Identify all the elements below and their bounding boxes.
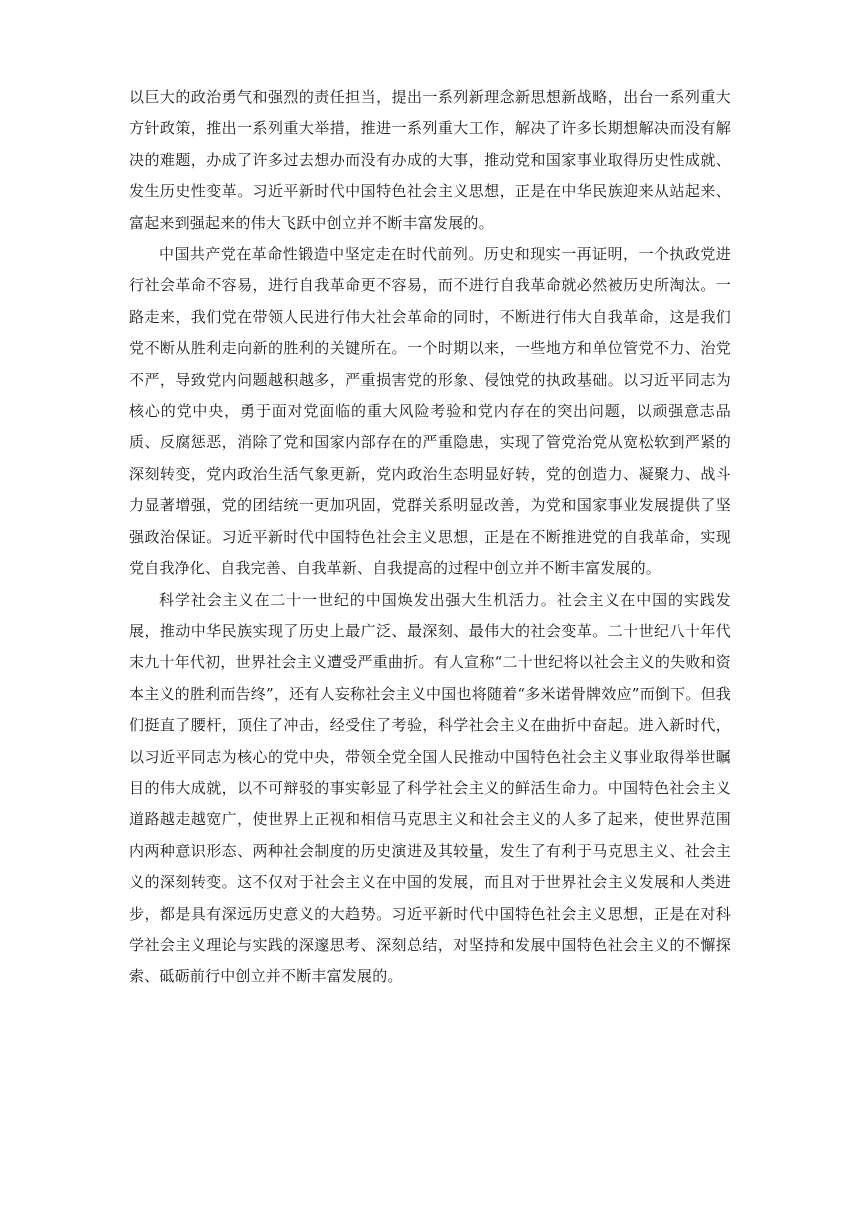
paragraph-scientific-socialism: 科学社会主义在二十一世纪的中国焕发出强大生机活力。社会主义在中国的实践发展，推动中华民族实现了历史上最广泛、最深刻、最伟大的社会变革。二十世纪八十年代末九十年代初，世界社会主义遭受严重曲折。有人宣称“二十世纪将以社会主义的失败和资本主义的胜利而告终”，还有人妄称社会主义中国也将随着“多米诺骨牌效应”而倒下。但我们挺直了腰杆，顶住了冲击，经受住了考验，科学社会主义在曲折中奋起。进入新时代，以习近平同志为核心的党中央，带领全党全国人民推动中国特色社会主义事业取得举世瞩目的伟大成就，以不可辩驳的事实彰显了科学社会主义的鲜活生命力。中国特色社会主义道路越走越宽广，使世界上正视和相信马克思主义和社会主义的人多了起来，使世界范围内两种意识形态、两种社会制度的历史演进及其较量，发生了有利于马克思主义、社会主义的深刻转变。这不仅对于社会主义在中国的发展，而且对于世界社会主义发展和人类进步，都是具有深远历史意义的大趋势。习近平新时代中国特色社会主义思想，正是在对科学社会主义理论与实践的深邃思考、深刻总结，对坚持和发展中国特色社会主义的不懈探索、砥砺前行中创立并不断丰富发展的。: [129, 590, 731, 986]
document-body: [129, 82, 731, 993]
paragraph-party-self-revolution: 中国共产党在革命性锻造中坚定走在时代前列。历史和现实一再证明，一个执政党进行社会革命不容易，进行自我革命更不容易，而不进行自我革命就必然被历史所淘汰。一路走来，我们党在带领人民进行伟大社会革命的同时，不断进行伟大自我革命，这是我们党不断从胜利走向新的胜利的关键所在。一个时期以来，一些地方和单位管党不力、治党不严，导致党内问题越积越多，严重损害党的形象、侵蚀党的执政基础。以习近平同志为核心的党中央，勇于面对党面临的重大风险考验和党内存在的突出问题，以顽强意志品质、反腐惩恶，消除了党和国家内部存在的严重隐患，实现了管党治党从宽松软到严紧的深刻转变，党内政治生活气象更新，党内政治生态明显好转，党的创造力、凝聚力、战斗力显著增强，党的团结统一更加巩固，党群关系明显改善，为党和国家事业发展提供了坚强政治保证。习近平新时代中国特色社会主义思想，正是在不断推进党的自我革命，实现党自我净化、自我完善、自我革新、自我提高的过程中创立并不断丰富发展的。: [129, 245, 731, 578]
paragraph-continuation: 以巨大的政治勇气和强烈的责任担当，提出一系列新理念新思想新战略，出台一系列重大方针政策，推出一系列重大举措，推进一系列重大工作，解决了许多长期想解决而没有解决的难题，办成了许多过去想办而没有办成的大事，推动党和国家事业取得历史性成就、发生历史性变革。习近平新时代中国特色社会主义思想，正是在中华民族迎来从站起来、富起来到强起来的伟大飞跃中创立并不断丰富发展的。: [129, 88, 731, 232]
